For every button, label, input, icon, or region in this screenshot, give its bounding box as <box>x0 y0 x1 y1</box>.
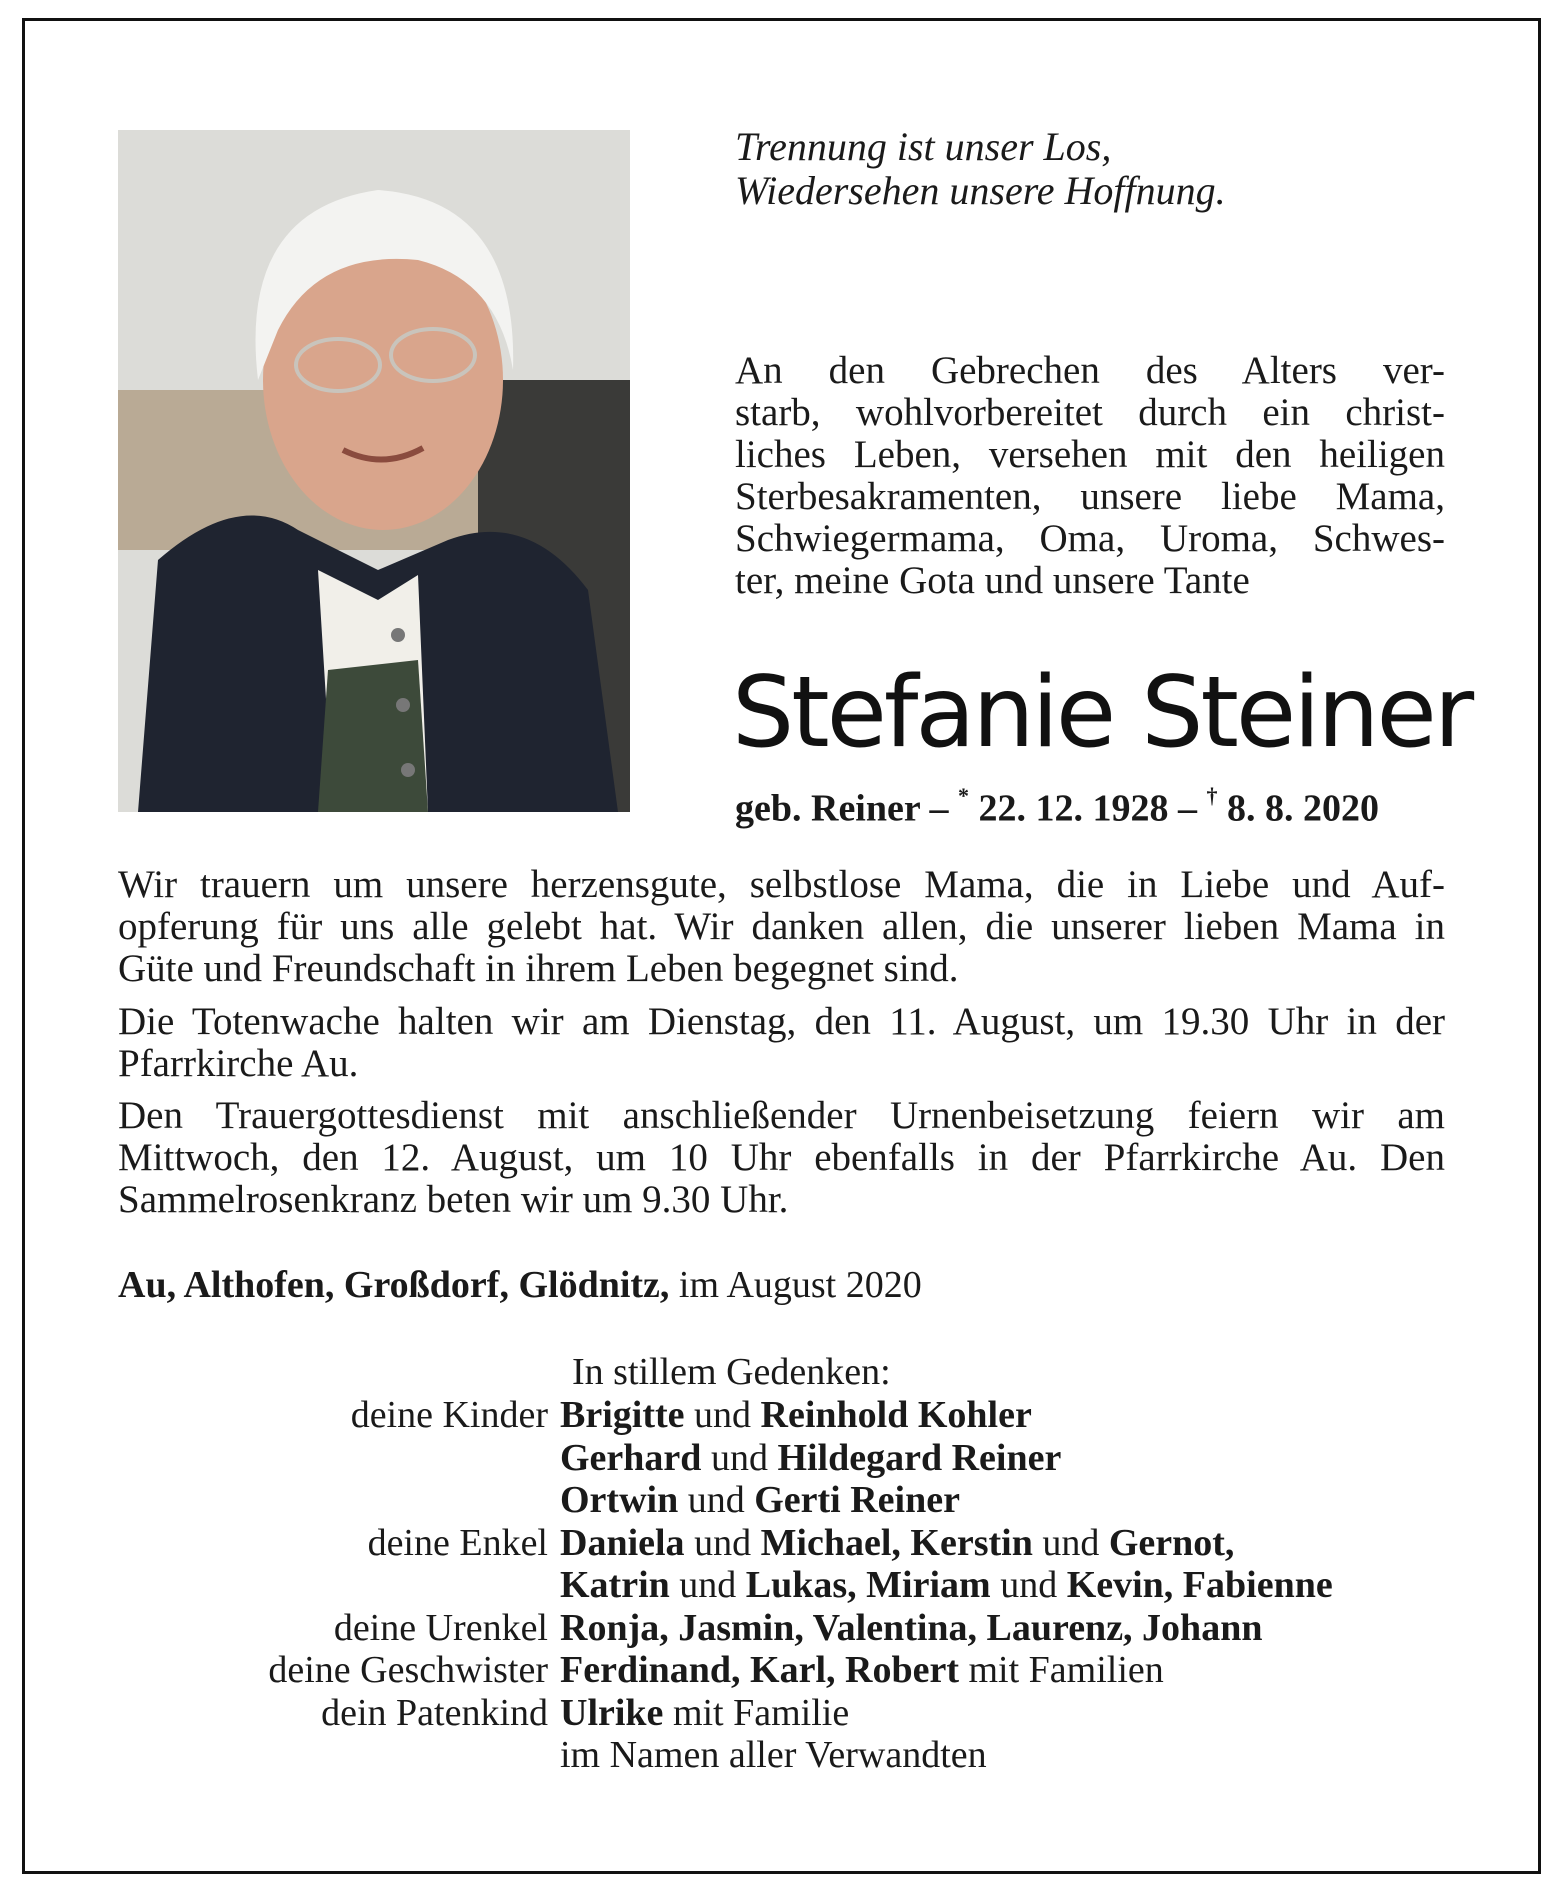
family-names <box>560 1522 1567 1565</box>
family-name: Gerhard <box>560 1436 702 1479</box>
death-symbol: † <box>1206 783 1218 808</box>
family-connector: und <box>701 1436 778 1479</box>
family-names <box>560 1649 1567 1692</box>
family-name: Ulrike <box>560 1691 664 1734</box>
paragraph-line: Wir trauern um unsere herzensgute, selbstlose Mama, die in Liebe und Auf- <box>118 863 1445 906</box>
portrait-photo <box>118 130 630 812</box>
family-names <box>560 1692 1567 1735</box>
birth-date: 22. 12. 1928 <box>978 787 1169 830</box>
family-relation-label <box>0 1564 560 1607</box>
vigil-paragraph <box>118 1001 1445 1085</box>
places-towns: Au, Althofen, Großdorf, Glödnitz, <box>118 1264 670 1306</box>
paragraph-line: Den Trauergottesdienst mit anschließender Urnenbeisetzung feiern wir am <box>118 1094 1445 1137</box>
family-row <box>0 1607 1567 1650</box>
family-name: Reinhold Kohler <box>760 1394 1032 1436</box>
intro-line: Schwiegermama, Oma, Uroma, Schwes- <box>735 517 1445 560</box>
family-row <box>0 1437 1567 1480</box>
intro-line: liches Leben, versehen mit den heiligen <box>735 433 1445 476</box>
family-row <box>0 1564 1567 1607</box>
memory-heading: In stillem Gedenken: <box>572 1351 891 1393</box>
family-connector: im Namen aller Verwandten <box>560 1734 987 1776</box>
family-connector: und <box>1032 1521 1109 1564</box>
family-name: Ronja, Jasmin, Valentina, Laurenz, Johann <box>560 1606 1263 1649</box>
family-names <box>560 1564 1567 1607</box>
intro-line: ter, meine Gota und unsere Tante <box>735 559 1250 602</box>
family-connector: und <box>669 1564 746 1606</box>
mourning-paragraph <box>118 864 1445 990</box>
family-relation-label <box>0 1734 560 1777</box>
family-name: Lukas, Miriam <box>745 1564 991 1606</box>
paragraph-line: Pfarrkirche Au. <box>118 1042 359 1085</box>
family-name: Ortwin <box>560 1479 679 1521</box>
family-name: Gernot, <box>1108 1521 1235 1564</box>
paragraph-line: Die Totenwache halten wir am Dienstag, den 11. August, um 19.30 Uhr in der <box>118 1000 1445 1043</box>
family-relation-label <box>0 1479 560 1522</box>
family-name: Gerti Reiner <box>754 1479 960 1521</box>
portrait-illustration <box>118 130 630 812</box>
family-relation-label: deine Enkel <box>367 1521 548 1564</box>
family-name: Kevin, Fabienne <box>1066 1564 1333 1606</box>
family-relation-label: deine Kinder <box>350 1394 548 1436</box>
intro-line: Sterbesakramenten, unsere liebe Mama, <box>735 475 1445 518</box>
family-name: Hildegard Reiner <box>777 1436 1062 1479</box>
family-names <box>560 1394 1567 1437</box>
deceased-name: Stefanie Steiner <box>732 656 1472 770</box>
family-row <box>0 1692 1567 1735</box>
service-paragraph <box>118 1095 1445 1221</box>
paragraph-line: Sammelrosenkranz beten wir um 9.30 Uhr. <box>118 1178 789 1221</box>
motto-line: Trennung ist unser Los, <box>735 124 1112 169</box>
family-name: Brigitte <box>560 1394 685 1436</box>
intro-line: starb, wohlvorbereitet durch ein christ- <box>735 391 1445 434</box>
motto-quote <box>735 125 1226 213</box>
family-name: Daniela <box>560 1521 685 1564</box>
death-date: 8. 8. 2020 <box>1227 787 1380 830</box>
motto-line: Wiedersehen unsere Hoffnung. <box>735 168 1226 213</box>
family-connector: und <box>684 1394 761 1436</box>
family-connector: und <box>678 1479 755 1521</box>
family-relation-label: deine Urenkel <box>333 1606 548 1649</box>
paragraph-line: opferung für uns alle gelebt hat. Wir danken allen, die unserer lieben Mama in <box>118 905 1445 948</box>
family-connector: mit Familie <box>663 1691 850 1734</box>
family-names <box>560 1479 1567 1522</box>
intro-text <box>735 350 1445 602</box>
family-name: Katrin <box>560 1564 670 1606</box>
family-list <box>0 1394 1567 1777</box>
family-names <box>560 1607 1567 1650</box>
paragraph-line: Mittwoch, den 12. August, um 10 Uhr ebenfalls in der Pfarrkirche Au. Den <box>118 1136 1445 1179</box>
family-row <box>0 1394 1567 1437</box>
family-name: Michael, Kerstin <box>760 1521 1033 1564</box>
intro-line: An den Gebrechen des Alters ver- <box>735 349 1445 392</box>
family-names <box>560 1437 1567 1480</box>
maiden-name: geb. Reiner <box>735 787 921 830</box>
family-connector: und <box>684 1521 761 1564</box>
places-line <box>118 1263 922 1307</box>
family-row <box>0 1734 1567 1777</box>
birth-symbol: * <box>958 783 970 808</box>
family-name: Ferdinand, Karl, Robert <box>560 1649 959 1691</box>
family-connector: und <box>990 1564 1067 1606</box>
family-row <box>0 1479 1567 1522</box>
family-names <box>560 1734 1567 1777</box>
places-date: im August 2020 <box>678 1264 922 1306</box>
family-relation-label: deine Geschwister <box>268 1649 548 1691</box>
family-row <box>0 1649 1567 1692</box>
family-connector: mit Familien <box>958 1649 1164 1691</box>
family-row <box>0 1522 1567 1565</box>
family-relation-label <box>0 1437 560 1480</box>
life-dates: geb. Reiner – * 22. 12. 1928 – † 8. 8. 2020 <box>735 783 1380 830</box>
paragraph-line: Güte und Freundschaft in ihrem Leben begegnet sind. <box>118 947 959 990</box>
family-relation-label: dein Patenkind <box>321 1691 548 1734</box>
